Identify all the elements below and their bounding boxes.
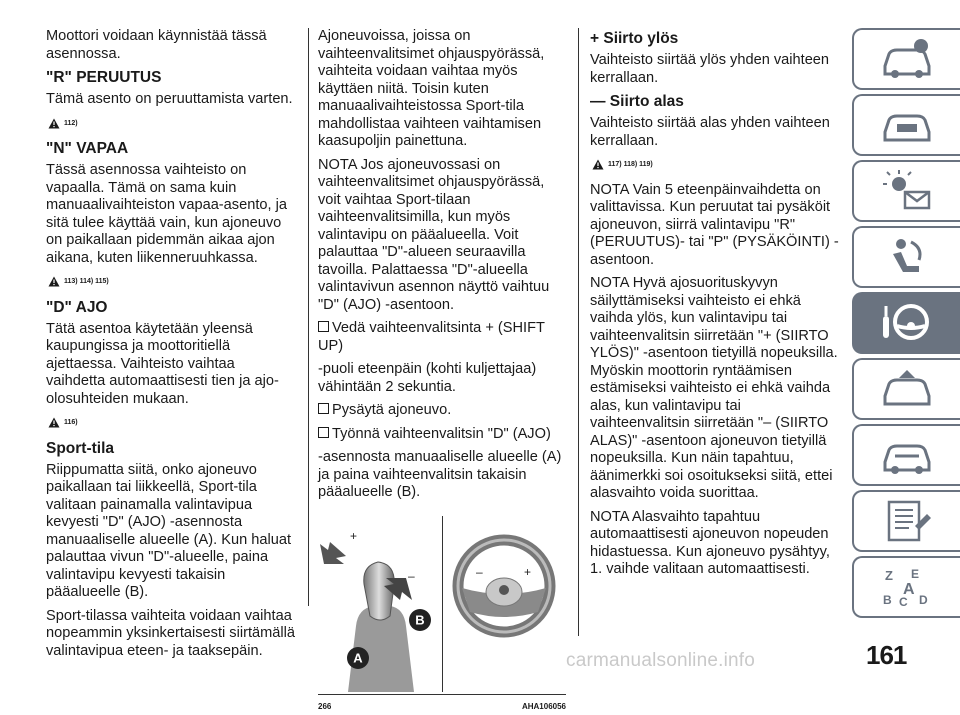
heading-neutral: "N" VAPAA: [46, 140, 298, 158]
neutral-paragraph: Tässä asennossa vaihteisto on vapaalla. Tämä on sama kuin manuaalivaihteiston vapaa-asento, ja sitä tulee käyttää vain, kun ajoneuvo on paikallaan pidemmän aikaa ajon aikana, kuten liikenneruuhkassa.: [46, 162, 298, 267]
tab-maintenance[interactable]: [852, 424, 960, 486]
checkbox-bullet-icon: [318, 427, 329, 438]
shift-down-paragraph: Vaihteisto siirtää alas yhden vaihteen kerrallaan.: [590, 115, 842, 150]
minus-label: –: [408, 569, 415, 583]
figure-shifter-and-wheel: [318, 516, 566, 712]
dashboard-car-icon: [879, 102, 935, 148]
nota-paragraph-3: NOTA Alasvaihto tapahtuu automaattisesti ajoneuvon nopeuden hidastuessa. Kun ajoneuvo pysähtyy, 1. vaihde valitaan automaattisesti.: [590, 509, 842, 579]
step-item-3: Työnnä vaihteenvalitsin "D" (AJO): [318, 426, 566, 444]
text-column-1: [46, 28, 298, 666]
car-service-icon: [879, 432, 935, 478]
tab-car-info[interactable]: [852, 28, 960, 90]
heading-shift-up: + Siirto ylös: [590, 30, 842, 48]
step-item-1: Vedä vaihteenvalitsinta + (SHIFT UP): [318, 320, 566, 355]
lights-mail-icon: [879, 168, 935, 214]
warning-ref-shift-down: 117) 118) 119): [592, 156, 842, 174]
label-b: B: [415, 612, 424, 627]
warning-triangle-icon: [48, 276, 60, 287]
specs-list-icon: [879, 498, 935, 544]
tab-safety[interactable]: [852, 226, 960, 288]
svg-text:C: C: [899, 595, 908, 609]
svg-text:A: A: [903, 581, 915, 598]
text-column-3: [590, 28, 842, 585]
plus-label: +: [350, 529, 357, 543]
tab-emergency[interactable]: [852, 358, 960, 420]
tab-lights[interactable]: [852, 160, 960, 222]
warning-ref-reverse: 112): [48, 115, 298, 133]
step-item-2: Pysäytä ajoneuvo.: [318, 402, 566, 420]
steering-wheel-illustration: [442, 516, 566, 692]
step-1-continuation: -puoli eteenpäin (kohti kuljettajaa) vähintään 2 sekuntia.: [318, 361, 566, 396]
figure-number: 266: [318, 698, 331, 715]
checkbox-bullet-icon: [318, 403, 329, 414]
nota-paragraph-1: NOTA Vain 5 eteenpäinvaihdetta on valittavissa. Kun peruutat tai pysäköit ajoneuvon, siirrä valintavipu "R" (PERUUTUS)- tai "P" (PYSÄKÖINTI) -asentoon.: [590, 182, 842, 270]
figure-code: AHA106056: [522, 698, 566, 715]
svg-text:Z: Z: [885, 568, 893, 583]
alphabetical-index-icon: [879, 564, 935, 610]
svg-text:B: B: [883, 593, 892, 607]
warning-triangle-icon: [48, 118, 60, 129]
warning-triangle-icon: [48, 417, 60, 428]
sport-paragraph-2: Sport-tilassa vaihteita voidaan vaihtaa nopeammin yksinkertaisesti siirtämällä valintavipua eteen- ja taaksepäin.: [46, 608, 298, 661]
label-a: A: [353, 650, 363, 665]
heading-reverse: "R" PERUUTUS: [46, 69, 298, 87]
text-column-2: [318, 28, 566, 712]
heading-shift-down: — Siirto alas: [590, 93, 842, 111]
drive-paragraph: Tätä asentoa käytetään yleensä kaupungissa ja moottoritiellä ajettaessa. Vaihteisto vaihtaa vaihdetta automaattisesti tien ja ajo-olosuhteiden mukaan.: [46, 321, 298, 409]
svg-text:D: D: [919, 593, 928, 607]
column-divider: [308, 28, 309, 606]
car-breakdown-icon: [879, 366, 935, 412]
warning-triangle-icon: [592, 159, 604, 170]
site-watermark[interactable]: carmanualsonline.info: [566, 650, 755, 672]
paddle-plus-label: +: [524, 565, 531, 579]
paddle-minus-label: –: [476, 565, 483, 579]
checkbox-bullet-icon: [318, 321, 329, 332]
page-number: 161: [866, 640, 906, 671]
heading-drive: "D" AJO: [46, 299, 298, 317]
warning-ref-drive: 116): [48, 414, 298, 432]
warning-ref-neutral: 113) 114) 115): [48, 273, 298, 291]
figure-caption-rule: [318, 694, 566, 695]
step-3-continuation: -asennosta manuaaliselle alueelle (A) ja paina vaihteenvalitsin takaisin pääalueelle (B).: [318, 449, 566, 502]
shift-up-paragraph: Vaihteisto siirtää ylös yhden vaihteen kerrallaan.: [590, 52, 842, 87]
gear-lever-illustration: [318, 516, 442, 692]
nota-paragraph: NOTA Jos ajoneuvossasi on vaihteenvalitsimet ohjauspyörässä, voit vaihtaa Sport-tilaan vaihteenvalitsimilla, kun myös valintavipu on pääalueella. Voit palauttaa "D"-alueen seuraavilla tavoilla. Palattaessa "D"-alueella valintavivun asennon näyttö vaihtuu "D" (AJO) -asentoon.: [318, 157, 566, 315]
tab-technical-data[interactable]: [852, 490, 960, 552]
tab-dashboard[interactable]: [852, 94, 960, 156]
tab-index[interactable]: [852, 556, 960, 618]
tab-driving[interactable]: [852, 292, 960, 354]
car-info-icon: [879, 36, 935, 82]
steering-key-icon: [879, 300, 935, 346]
airbag-seat-icon: [879, 234, 935, 280]
column-divider: [578, 28, 579, 636]
reverse-paragraph: Tämä asento on peruuttamista varten.: [46, 91, 298, 109]
heading-sport-mode: Sport-tila: [46, 440, 298, 458]
paddle-paragraph: Ajoneuvoissa, joissa on vaihteenvalitsimet ohjauspyörässä, vaihteita voidaan vaihtaa myös käyttäen niitä. Toisin kuten manuaalivaihteistossa Sport-tila mahdollistaa vaihteen vaihtamisen kaasupoljin painettuna.: [318, 28, 566, 151]
nota-paragraph-2: NOTA Hyvä ajosuorituskyvyn säilyttämiseksi vaihteisto ei ehkä vaihda ylös, kun valintavipu tai vaihteenvalitsin siirretään "+ (SIIRTO YLÖS)" -asentoon tietyillä nopeuksilla. Myöskin moottorin ryntäämisen estämiseksi vaihteisto ei ehkä vaihda alas, kun valintavipu tai vaihteenvalitsin siirretään "– (SIIRTO ALAS)" -asentoon ajoneuvon tietyillä nopeuksilla. Kun näin tapahtuu, äänimerkki soi osoitukseksi siitä, ettei alasvaihto voida suorittaa.: [590, 275, 842, 503]
sport-paragraph-1: Riippumatta siitä, onko ajoneuvo paikallaan tai liikkeellä, Sport-tila valitaan painamalla valintavipua kevyesti "D" (AJO) -asennosta manuaaliselle alueelle (A). Kun haluat palauttaa vivun "D"-alueelle, paina valintavipu kevyesti takaisin pääalueelle (B).: [46, 462, 298, 602]
svg-text:E: E: [911, 567, 919, 581]
intro-paragraph: Moottori voidaan käynnistää tässä asennossa.: [46, 28, 298, 63]
